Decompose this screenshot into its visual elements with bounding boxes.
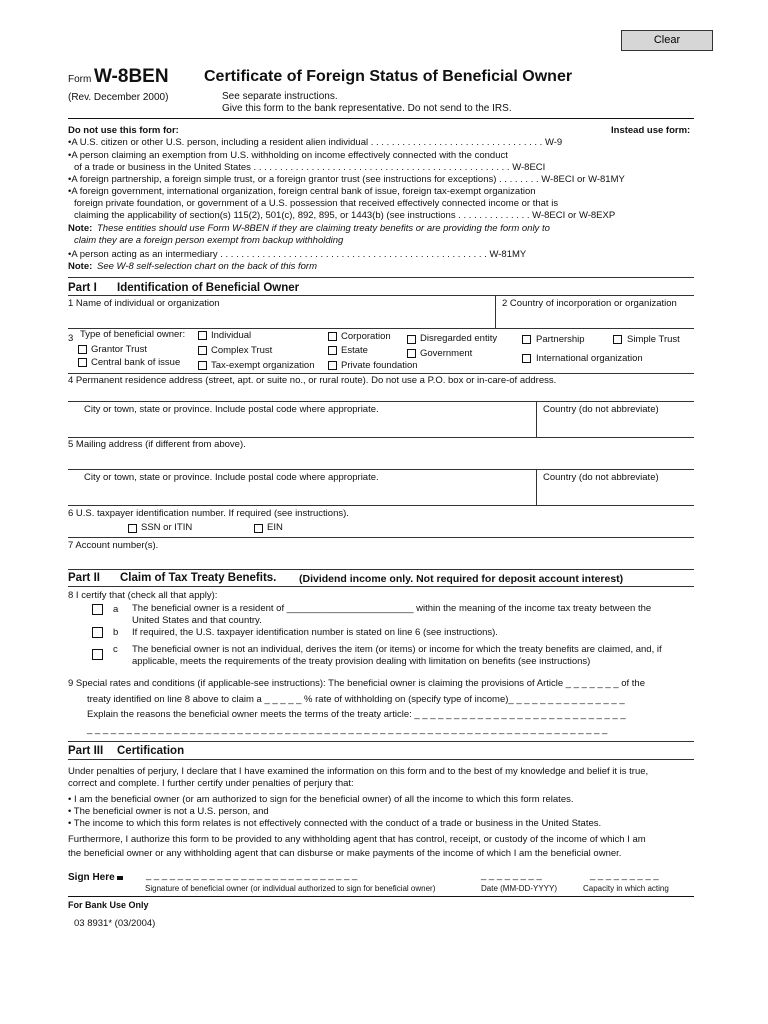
tax-exempt-org-checkbox[interactable] — [198, 361, 207, 370]
limitation-benefits-checkbox[interactable] — [92, 649, 103, 660]
certification-text: correct and complete. I further certify under penalties of perjury that: — [68, 778, 354, 789]
note-label: Note: — [68, 261, 93, 272]
part1-divider — [68, 295, 694, 296]
form-number: W-8BEN — [94, 66, 169, 87]
line3-number: 3 — [68, 333, 74, 344]
partnership-checkbox[interactable] — [522, 335, 531, 344]
exclusion-line: foreign private foundation, or government of a U.S. possession that received effectively connected income or that is — [74, 198, 559, 209]
estate-label: Estate — [341, 345, 368, 356]
signature-label: Signature of beneficial owner (or individual authorized to sign for beneficial owner) — [145, 884, 436, 893]
line4-bottom-rule — [68, 437, 694, 438]
certification-text: Under penalties of perjury, I declare that I have examined the information on this form and to the best of my knowledge and belief it is true, — [68, 766, 649, 777]
country5-label: Country (do not abbreviate) — [543, 472, 659, 483]
divider — [68, 469, 694, 470]
form-label: Form — [68, 74, 92, 85]
date-label: Date (MM-DD-YYYY) — [481, 884, 558, 893]
capacity-field[interactable]: _ _ _ _ _ _ _ _ _ — [590, 870, 659, 881]
certification-text: Furthermore, I authorize this form to be provided to any withholding agent that has control, receipt, or custody of the income of which I am — [68, 834, 646, 845]
exclusion-line: of a trade or business in the United States . . . . . . . . . . . . . . . . . . . . . . . . . . . . . . . . . . . . . . . . . . . . . . . . . W-8ECI — [74, 162, 546, 173]
item-a-text: The beneficial owner is a resident of ________________________ within the meaning of the income tax treaty between the — [132, 603, 652, 614]
private-foundation-label: Private foundation — [341, 360, 418, 371]
city5-label: City or town, state or province. Include postal code where appropriate. — [84, 472, 379, 483]
signature-field[interactable]: _ _ _ _ _ _ _ _ _ _ _ _ _ _ _ _ _ _ _ _ _ _ _ _ _ _ _ — [146, 870, 358, 881]
instead-use-heading: Instead use form: — [611, 125, 691, 136]
private-foundation-checkbox[interactable] — [328, 361, 337, 370]
part3-title: Certification — [117, 745, 185, 757]
city4-label: City or town, state or province. Include postal code where appropriate. — [84, 404, 379, 415]
item-b-text: If required, the U.S. taxpayer identification number is stated on line 6 (see instructions). — [132, 627, 498, 638]
certification-text: the beneficial owner or any withholding agent that can disburse or make payments of the income of which I am the beneficial owner. — [68, 848, 622, 859]
line2-label: 2 Country of incorporation or organization — [502, 298, 677, 309]
header-divider — [68, 118, 694, 119]
line3-label: Type of beneficial owner: — [80, 329, 186, 340]
item-c-text: applicable, meets the requirements of the treaty provision dealing with limitation on benefits (see instructions) — [132, 656, 591, 667]
government-label: Government — [420, 348, 473, 359]
note-label: Note: — [68, 223, 93, 234]
central-bank-label: Central bank of issue — [91, 357, 181, 368]
corporation-label: Corporation — [341, 331, 391, 342]
submission-note: Give this form to the bank representative. Do not send to the IRS. — [222, 103, 512, 114]
exclusion-line: •A foreign partnership, a foreign simple trust, or a foreign grantor trust (see instructions for exceptions) . . . . . . . . W-8ECI or W-81MY — [68, 174, 625, 185]
line3-bottom-rule — [68, 373, 694, 374]
line7-bottom-rule — [68, 569, 694, 570]
country4-label: Country (do not abbreviate) — [543, 404, 659, 415]
central-bank-checkbox[interactable] — [78, 358, 87, 367]
part3-top-rule — [68, 741, 694, 742]
line8-label: 8 I certify that (check all that apply): — [68, 590, 218, 601]
line9-text: 9 Special rates and conditions (if applicable-see instructions): The beneficial owner is claiming the provisions of Article _ _ _ _ _ _ _ of the — [68, 678, 645, 689]
line4-label: 4 Permanent residence address (street, apt. or suite no., or rural route). Do not use a P.O. box or in-care-of address. — [68, 375, 557, 386]
international-org-checkbox[interactable] — [522, 354, 531, 363]
line9-text: _ _ _ _ _ _ _ _ _ _ _ _ _ _ _ _ _ _ _ _ _ _ _ _ _ _ _ _ _ _ _ _ _ _ _ _ _ _ _ _ _ _ _ _ _ _ _ _ _ _ _ _ _ _ _ _ _ _ _ _ _ _ _ _ _ _ — [87, 724, 608, 735]
part3-label: Part III — [68, 745, 104, 757]
part3-divider — [68, 759, 694, 760]
divider — [68, 401, 694, 402]
partnership-label: Partnership — [536, 334, 585, 345]
date-field[interactable]: _ _ _ _ _ _ _ _ — [481, 870, 542, 881]
part1-top-rule — [68, 277, 694, 278]
line1-label: 1 Name of individual or organization — [68, 298, 220, 309]
revision-date: (Rev. December 2000) — [68, 92, 169, 103]
instructions-note: See separate instructions. — [222, 91, 338, 102]
item-c-text: The beneficial owner is not an individual, derives the item (or items) or income for which the treaty benefits are claimed, and, if — [132, 644, 662, 655]
certification-bullet: • The beneficial owner is not a U.S. person, and — [68, 806, 269, 817]
part1-label: Part I — [68, 282, 97, 294]
line5-bottom-rule — [68, 505, 694, 506]
part1-title: Identification of Beneficial Owner — [117, 282, 300, 294]
divider — [536, 469, 537, 505]
exclusion-line: •A U.S. citizen or other U.S. person, including a resident alien individual . . . . . . . . . . . . . . . . . . . . . . . . . . . . . . . . . W-9 — [68, 137, 563, 148]
item-c-letter: c — [113, 644, 118, 655]
individual-label: Individual — [211, 330, 252, 341]
bank-use-label: For Bank Use Only — [68, 900, 149, 910]
grantor-trust-label: Grantor Trust — [91, 344, 147, 355]
divider — [495, 295, 496, 328]
disregarded-entity-label: Disregarded entity — [420, 333, 498, 344]
tin-checkbox[interactable] — [92, 627, 103, 638]
item-a-letter: a — [113, 604, 119, 615]
certification-bullet: • I am the beneficial owner (or am authorized to sign for the beneficial owner) of all the income to which this form relates. — [68, 794, 574, 805]
note-text: See W-8 self-selection chart on the back of this form — [97, 261, 318, 272]
part2-title: Claim of Tax Treaty Benefits. — [120, 572, 277, 584]
exclusion-line: •A person acting as an intermediary . . . . . . . . . . . . . . . . . . . . . . . . . . . . . . . . . . . . . . . . . . . . . . . . . . . W-81MY — [68, 249, 527, 260]
clear-button[interactable]: Clear — [621, 30, 713, 51]
item-b-letter: b — [113, 627, 119, 638]
ssn-itin-label: SSN or ITIN — [141, 522, 193, 533]
simple-trust-checkbox[interactable] — [613, 335, 622, 344]
simple-trust-label: Simple Trust — [627, 334, 680, 345]
grantor-trust-checkbox[interactable] — [78, 345, 87, 354]
item-a-text: United States and that country. — [132, 615, 262, 626]
ein-checkbox[interactable] — [254, 524, 263, 533]
note-text: These entities should use Form W-8BEN if they are claiming treaty benefits or are providing the form only to — [97, 223, 550, 234]
exclusion-line: •A person claiming an exemption from U.S. withholding on income effectively connected with the conduct — [68, 150, 508, 161]
corporation-checkbox[interactable] — [328, 332, 337, 341]
international-org-label: International organization — [536, 353, 643, 364]
part2-label: Part II — [68, 572, 100, 584]
disregarded-entity-checkbox[interactable] — [407, 335, 416, 344]
exclusion-line: •A foreign government, international organization, foreign central bank of issue, foreign tax-exempt organization — [68, 186, 536, 197]
form-title: Certificate of Foreign Status of Beneficial Owner — [204, 68, 573, 85]
line6-label: 6 U.S. taxpayer identification number. If required (see instructions). — [68, 508, 349, 519]
footer-rule — [68, 896, 694, 897]
government-checkbox[interactable] — [407, 349, 416, 358]
capacity-label: Capacity in which acting — [583, 884, 669, 893]
part2-subtitle: (Dividend income only. Not required for deposit account interest) — [299, 573, 624, 585]
complex-trust-label: Complex Trust — [211, 345, 273, 356]
line7-label: 7 Account number(s). — [68, 540, 159, 551]
sign-here-label: Sign Here — [68, 872, 115, 883]
certification-bullet: • The income to which this form relates is not effectively connected with the conduct of a trade or business in the United States. — [68, 818, 602, 829]
individual-checkbox[interactable] — [198, 331, 207, 340]
complex-trust-checkbox[interactable] — [198, 346, 207, 355]
tax-exempt-org-label: Tax-exempt organization — [211, 360, 315, 371]
ein-label: EIN — [267, 522, 283, 533]
line5-label: 5 Mailing address (if different from above). — [68, 439, 246, 450]
resident-checkbox[interactable] — [92, 604, 103, 615]
line6-bottom-rule — [68, 537, 694, 538]
divider — [536, 401, 537, 437]
exclusion-line: claiming the applicability of section(s) 115(2), 501(c), 892, 895, or 1443(b) (see instructions . . . . . . . . . . . . . . W-8ECI or W-8EXP — [74, 210, 616, 221]
ssn-itin-checkbox[interactable] — [128, 524, 137, 533]
estate-checkbox[interactable] — [328, 346, 337, 355]
part2-divider — [68, 586, 694, 587]
do-not-use-heading: Do not use this form for: — [68, 125, 179, 136]
line9-text: Explain the reasons the beneficial owner meets the terms of the treaty article: _ _ _ _ _ _ _ _ _ _ _ _ _ _ _ _ _ _ _ _ _ _ _ _ _ _ _ — [87, 709, 626, 720]
line9-text: treaty identified on line 8 above to claim a _ _ _ _ _ % rate of withholding on (specify type of income)_ _ _ _ _ _ _ _ _ _ _ _ _ _ _ — [87, 694, 625, 705]
arrow-icon — [117, 876, 123, 880]
form-code: 03 8931* (03/2004) — [74, 918, 156, 929]
note-text: claim they are a foreign person exempt from backup withholding — [74, 235, 344, 246]
